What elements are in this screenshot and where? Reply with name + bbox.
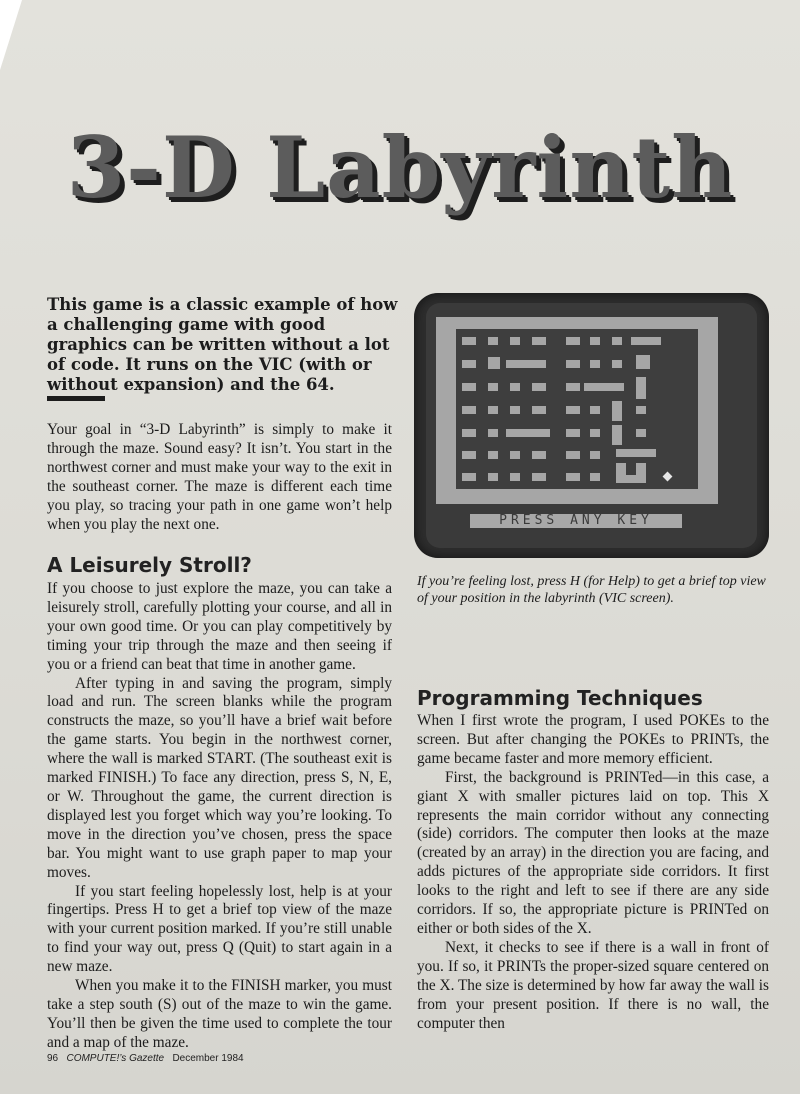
screenshot-monitor <box>414 293 769 558</box>
paragraph: After typing in and saving the program, simply load and run. The screen blanks while the program constructs the maze, so you’ll have a brief wait before the game starts. You begin in the northwest corner, where the wall is marked START. (The southeast exit is marked FINISH.) To face any direction, press S, N, E, or W. Throughout the game, the current direction is displayed lest you forget which way you’re looking. To move in the direction you’ve chosen, press the space bar. You might want to use graph paper to map your moves. <box>47 674 392 881</box>
paragraph: When I first wrote the program, I used POKEs to the screen. But after changing the POKEs to PRINTs, the game became faster and more memory efficient. <box>417 712 769 767</box>
section-heading-stroll: A Leisurely Stroll? <box>47 553 252 577</box>
issue-date: December 1984 <box>172 1053 244 1064</box>
paragraph: When you make it to the FINISH marker, you must take a step south (S) out of the maze to win the game. You’ll then be given the time used to complete the tour and a map of the maze. <box>47 977 392 1051</box>
press-any-key-banner: PRESS ANY KEY <box>470 514 682 528</box>
paragraph: Next, it checks to see if there is a wall in front of you. If so, it PRINTs the proper-sized square centered on the X. The size is determined by how far away the wall is from your present position. If there is no wall, the computer then <box>417 938 769 1032</box>
article-title: 3-D Labyrinth <box>66 118 734 217</box>
paragraph: First, the background is PRINTed—in this case, a giant X with smaller pictures laid on top. This X represents the main corridor without any connecting (side) corridors. The computer then looks at the maze (created by an array) in the direction you are facing, and adds pictures of the appropriate side corridors. It first looks to the right and left to see if there are any side corridors. If so, the appropriate picture is PRINTed on either or both sides of the X. <box>417 768 769 937</box>
section-heading-programming: Programming Techniques <box>417 686 703 710</box>
right-column-body <box>417 712 769 1033</box>
page-number: 96 <box>47 1053 59 1064</box>
page-corner <box>0 0 22 70</box>
page-footer <box>47 1053 244 1064</box>
paragraph: If you choose to just explore the maze, you can take a leisurely stroll, carefully plotting your course, and all in your own good time. Or you can play competitively by timing your trip through the maze and then seeing if you or a friend can beat that time in another game. <box>47 580 392 673</box>
intro-blurb: This game is a classic example of how a challenging game with good graphics can be written without a lot of code. It runs on the VIC (with or without expansion) and the 64. <box>47 295 398 394</box>
divider-rule <box>47 396 105 401</box>
left-column-body <box>47 580 392 1053</box>
paragraph: Your goal in “3-D Labyrinth” is simply to make it through the maze. Sound easy? It isn’t. You start in the northwest corner and must make your way to the exit in the southeast corner. The maze is different each time you play, so tracing your path in one game won’t help when you play the next one. <box>47 421 392 533</box>
maze-map-image <box>426 303 757 548</box>
left-column-top <box>47 421 392 534</box>
paragraph: If you start feeling hopelessly lost, help is at your fingertips. Press H to get a brief top view of the maze with your current position marked. If you’re still unable to find your way out, press Q (Quit) to start again in a new maze. <box>47 882 392 976</box>
magazine-name: COMPUTE!’s Gazette <box>66 1053 165 1064</box>
vic-screen <box>426 303 757 548</box>
figure-caption: If you’re feeling lost, press H (for Help) to get a brief top view of your position in the labyrinth (VIC screen). <box>417 574 766 606</box>
